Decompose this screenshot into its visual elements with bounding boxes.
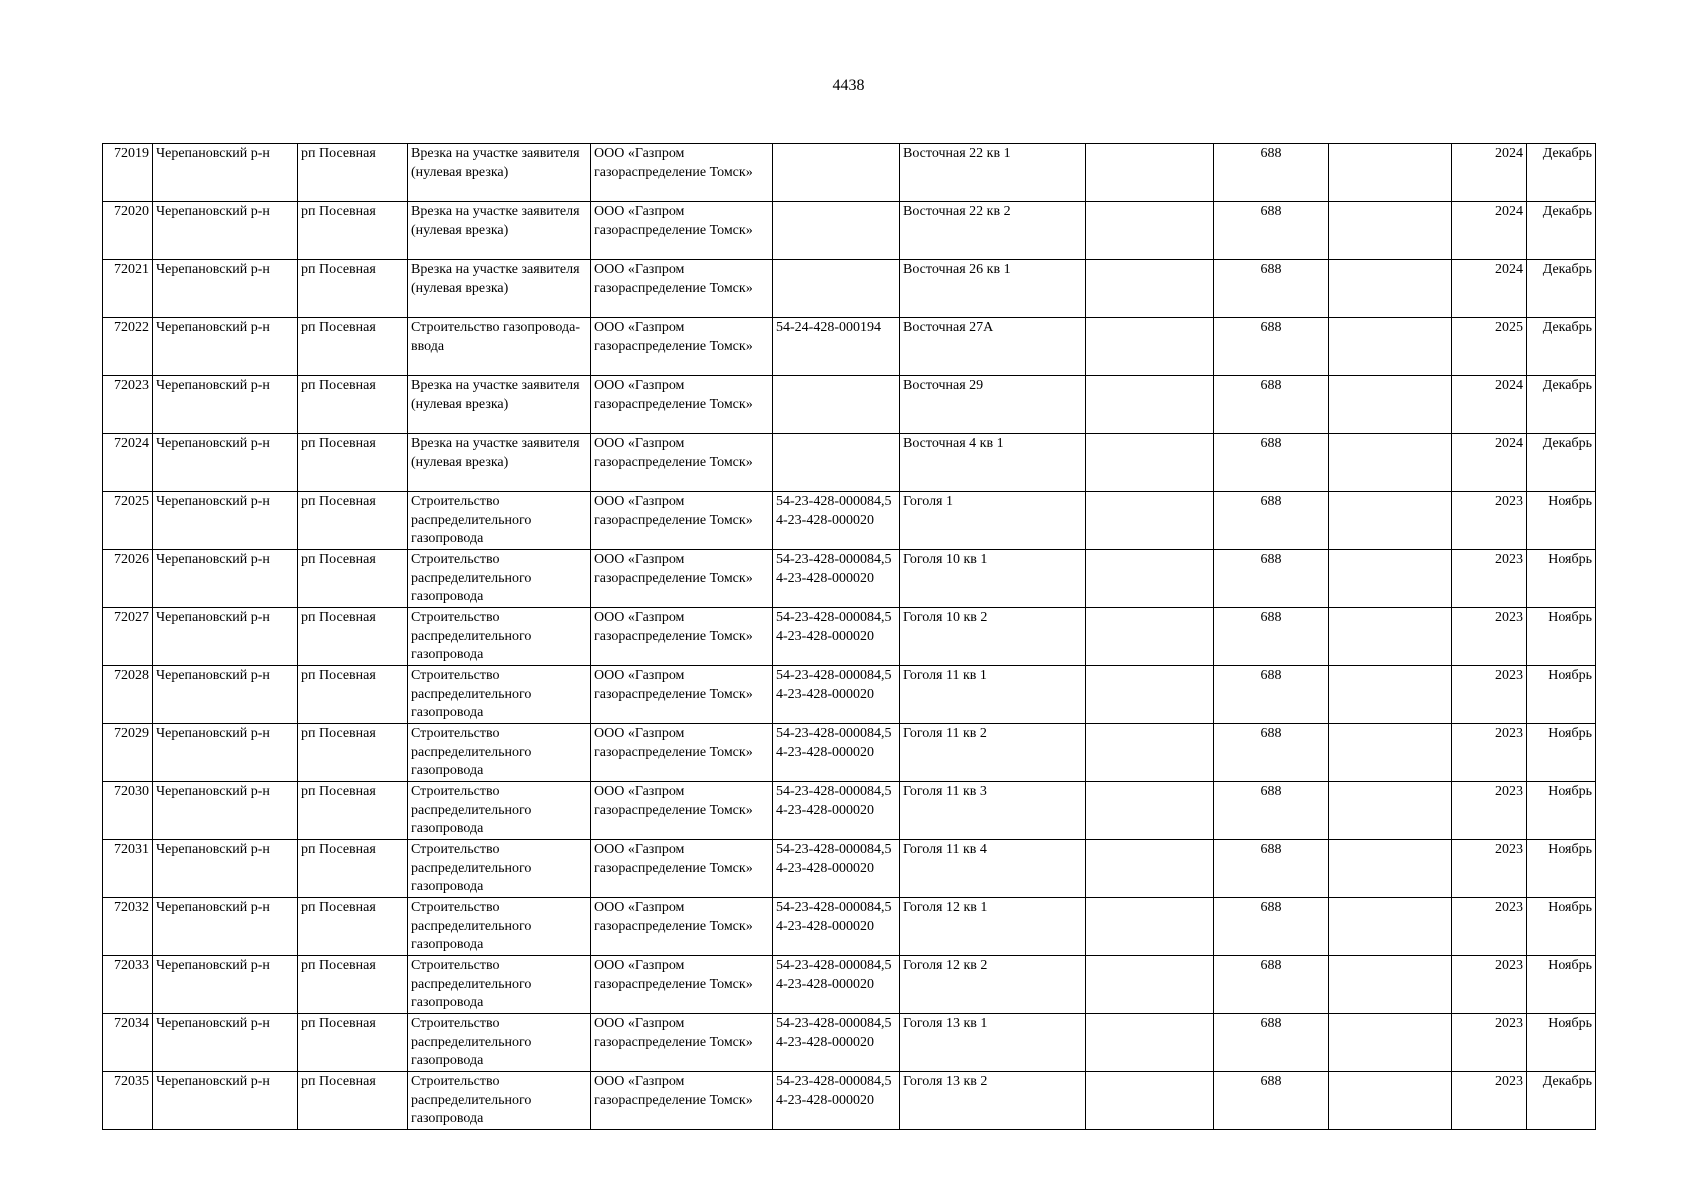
- area-cell: 688: [1214, 550, 1329, 608]
- row-id-cell: 72020: [103, 202, 153, 260]
- row-id-cell: 72028: [103, 666, 153, 724]
- empty-cell: [1086, 144, 1214, 202]
- table-row: [103, 434, 1596, 492]
- area-cell: 688: [1214, 144, 1329, 202]
- year-cell: 2025: [1452, 318, 1527, 376]
- cadastral-number-cell: [773, 144, 900, 202]
- settlement-cell: рп Посевная: [298, 376, 408, 434]
- work-type-cell: Строительство распределительного газопровода: [408, 1072, 591, 1130]
- table-row: [103, 376, 1596, 434]
- empty-cell: [1329, 782, 1452, 840]
- month-cell: Ноябрь: [1527, 608, 1596, 666]
- row-id-cell: 72032: [103, 898, 153, 956]
- table-row: [103, 898, 1596, 956]
- work-type-cell: Врезка на участке заявителя (нулевая врезка): [408, 202, 591, 260]
- year-cell: 2024: [1452, 144, 1527, 202]
- year-cell: 2024: [1452, 376, 1527, 434]
- settlement-cell: рп Посевная: [298, 1072, 408, 1130]
- settlement-cell: рп Посевная: [298, 666, 408, 724]
- area-cell: 688: [1214, 260, 1329, 318]
- empty-cell: [1329, 318, 1452, 376]
- cadastral-number-cell: 54-23-428-000084,54-23-428-000020: [773, 782, 900, 840]
- district-cell: Черепановский р-н: [153, 202, 298, 260]
- address-cell: Гоголя 10 кв 2: [900, 608, 1086, 666]
- row-id-cell: 72023: [103, 376, 153, 434]
- settlement-cell: рп Посевная: [298, 434, 408, 492]
- work-type-cell: Строительство распределительного газопровода: [408, 840, 591, 898]
- settlement-cell: рп Посевная: [298, 318, 408, 376]
- address-cell: Гоголя 12 кв 1: [900, 898, 1086, 956]
- settlement-cell: рп Посевная: [298, 782, 408, 840]
- month-cell: Ноябрь: [1527, 724, 1596, 782]
- year-cell: 2023: [1452, 956, 1527, 1014]
- table-row: [103, 840, 1596, 898]
- row-id-cell: 72030: [103, 782, 153, 840]
- month-cell: Ноябрь: [1527, 492, 1596, 550]
- organization-cell: ООО «Газпром газораспределение Томск»: [591, 144, 773, 202]
- organization-cell: ООО «Газпром газораспределение Томск»: [591, 376, 773, 434]
- area-cell: 688: [1214, 434, 1329, 492]
- district-cell: Черепановский р-н: [153, 260, 298, 318]
- table-row: [103, 550, 1596, 608]
- empty-cell: [1329, 202, 1452, 260]
- address-cell: Гоголя 11 кв 1: [900, 666, 1086, 724]
- area-cell: 688: [1214, 840, 1329, 898]
- row-id-cell: 72035: [103, 1072, 153, 1130]
- empty-cell: [1329, 898, 1452, 956]
- page-number: 4438: [832, 77, 865, 94]
- cadastral-number-cell: 54-24-428-000194: [773, 318, 900, 376]
- table-row: [103, 724, 1596, 782]
- year-cell: 2023: [1452, 1072, 1527, 1130]
- area-cell: 688: [1214, 898, 1329, 956]
- area-cell: 688: [1214, 782, 1329, 840]
- work-type-cell: Строительство распределительного газопровода: [408, 782, 591, 840]
- cadastral-number-cell: [773, 202, 900, 260]
- address-cell: Восточная 27А: [900, 318, 1086, 376]
- district-cell: Черепановский р-н: [153, 1014, 298, 1072]
- empty-cell: [1086, 202, 1214, 260]
- year-cell: 2023: [1452, 782, 1527, 840]
- address-cell: Гоголя 13 кв 1: [900, 1014, 1086, 1072]
- area-cell: 688: [1214, 318, 1329, 376]
- district-cell: Черепановский р-н: [153, 782, 298, 840]
- cadastral-number-cell: 54-23-428-000084,54-23-428-000020: [773, 1072, 900, 1130]
- address-cell: Восточная 22 кв 1: [900, 144, 1086, 202]
- table-row: [103, 666, 1596, 724]
- district-cell: Черепановский р-н: [153, 318, 298, 376]
- organization-cell: ООО «Газпром газораспределение Томск»: [591, 1014, 773, 1072]
- month-cell: Ноябрь: [1527, 550, 1596, 608]
- work-type-cell: Строительство распределительного газопровода: [408, 898, 591, 956]
- address-cell: Восточная 4 кв 1: [900, 434, 1086, 492]
- cadastral-number-cell: [773, 434, 900, 492]
- organization-cell: ООО «Газпром газораспределение Томск»: [591, 724, 773, 782]
- year-cell: 2023: [1452, 898, 1527, 956]
- area-cell: 688: [1214, 666, 1329, 724]
- cadastral-number-cell: 54-23-428-000084,54-23-428-000020: [773, 840, 900, 898]
- cadastral-number-cell: 54-23-428-000084,54-23-428-000020: [773, 492, 900, 550]
- empty-cell: [1086, 492, 1214, 550]
- empty-cell: [1329, 492, 1452, 550]
- organization-cell: ООО «Газпром газораспределение Томск»: [591, 434, 773, 492]
- row-id-cell: 72034: [103, 1014, 153, 1072]
- month-cell: Декабрь: [1527, 202, 1596, 260]
- empty-cell: [1329, 840, 1452, 898]
- empty-cell: [1086, 1014, 1214, 1072]
- organization-cell: ООО «Газпром газораспределение Томск»: [591, 956, 773, 1014]
- empty-cell: [1086, 724, 1214, 782]
- settlement-cell: рп Посевная: [298, 492, 408, 550]
- table-row: [103, 144, 1596, 202]
- year-cell: 2023: [1452, 1014, 1527, 1072]
- cadastral-number-cell: [773, 260, 900, 318]
- empty-cell: [1329, 608, 1452, 666]
- settlement-cell: рп Посевная: [298, 202, 408, 260]
- district-cell: Черепановский р-н: [153, 550, 298, 608]
- row-id-cell: 72029: [103, 724, 153, 782]
- work-type-cell: Строительство распределительного газопровода: [408, 1014, 591, 1072]
- organization-cell: ООО «Газпром газораспределение Томск»: [591, 492, 773, 550]
- work-type-cell: Врезка на участке заявителя (нулевая врезка): [408, 376, 591, 434]
- organization-cell: ООО «Газпром газораспределение Томск»: [591, 840, 773, 898]
- month-cell: Ноябрь: [1527, 782, 1596, 840]
- empty-cell: [1329, 1014, 1452, 1072]
- address-cell: Восточная 29: [900, 376, 1086, 434]
- settlement-cell: рп Посевная: [298, 608, 408, 666]
- empty-cell: [1329, 956, 1452, 1014]
- month-cell: Декабрь: [1527, 434, 1596, 492]
- empty-cell: [1086, 318, 1214, 376]
- district-cell: Черепановский р-н: [153, 666, 298, 724]
- work-type-cell: Строительство распределительного газопровода: [408, 550, 591, 608]
- area-cell: 688: [1214, 608, 1329, 666]
- settlement-cell: рп Посевная: [298, 724, 408, 782]
- area-cell: 688: [1214, 202, 1329, 260]
- work-type-cell: Врезка на участке заявителя (нулевая врезка): [408, 144, 591, 202]
- work-type-cell: Врезка на участке заявителя (нулевая врезка): [408, 434, 591, 492]
- table-row: [103, 1014, 1596, 1072]
- address-cell: Восточная 22 кв 2: [900, 202, 1086, 260]
- row-id-cell: 72021: [103, 260, 153, 318]
- address-cell: Гоголя 11 кв 4: [900, 840, 1086, 898]
- district-cell: Черепановский р-н: [153, 1072, 298, 1130]
- organization-cell: ООО «Газпром газораспределение Томск»: [591, 202, 773, 260]
- area-cell: 688: [1214, 1014, 1329, 1072]
- row-id-cell: 72031: [103, 840, 153, 898]
- table-row: [103, 202, 1596, 260]
- empty-cell: [1329, 1072, 1452, 1130]
- address-cell: Гоголя 11 кв 3: [900, 782, 1086, 840]
- cadastral-number-cell: 54-23-428-000084,54-23-428-000020: [773, 724, 900, 782]
- cadastral-number-cell: 54-23-428-000084,54-23-428-000020: [773, 1014, 900, 1072]
- district-cell: Черепановский р-н: [153, 144, 298, 202]
- cadastral-number-cell: [773, 376, 900, 434]
- empty-cell: [1329, 724, 1452, 782]
- organization-cell: ООО «Газпром газораспределение Томск»: [591, 666, 773, 724]
- row-id-cell: 72022: [103, 318, 153, 376]
- month-cell: Ноябрь: [1527, 840, 1596, 898]
- month-cell: Декабрь: [1527, 144, 1596, 202]
- month-cell: Ноябрь: [1527, 956, 1596, 1014]
- cadastral-number-cell: 54-23-428-000084,54-23-428-000020: [773, 666, 900, 724]
- organization-cell: ООО «Газпром газораспределение Томск»: [591, 550, 773, 608]
- organization-cell: ООО «Газпром газораспределение Томск»: [591, 260, 773, 318]
- district-cell: Черепановский р-н: [153, 492, 298, 550]
- area-cell: 688: [1214, 956, 1329, 1014]
- empty-cell: [1086, 550, 1214, 608]
- organization-cell: ООО «Газпром газораспределение Томск»: [591, 1072, 773, 1130]
- empty-cell: [1086, 840, 1214, 898]
- empty-cell: [1329, 144, 1452, 202]
- organization-cell: ООО «Газпром газораспределение Томск»: [591, 318, 773, 376]
- gas-connection-table: [102, 143, 1596, 1130]
- district-cell: Черепановский р-н: [153, 956, 298, 1014]
- address-cell: Гоголя 11 кв 2: [900, 724, 1086, 782]
- empty-cell: [1086, 376, 1214, 434]
- table-row: [103, 492, 1596, 550]
- empty-cell: [1329, 376, 1452, 434]
- empty-cell: [1086, 260, 1214, 318]
- table-body: [103, 144, 1596, 1130]
- empty-cell: [1329, 260, 1452, 318]
- year-cell: 2024: [1452, 202, 1527, 260]
- empty-cell: [1086, 666, 1214, 724]
- district-cell: Черепановский р-н: [153, 434, 298, 492]
- table-row: [103, 782, 1596, 840]
- empty-cell: [1329, 666, 1452, 724]
- area-cell: 688: [1214, 724, 1329, 782]
- year-cell: 2023: [1452, 666, 1527, 724]
- month-cell: Декабрь: [1527, 260, 1596, 318]
- year-cell: 2023: [1452, 492, 1527, 550]
- table-row: [103, 608, 1596, 666]
- empty-cell: [1329, 550, 1452, 608]
- row-id-cell: 72033: [103, 956, 153, 1014]
- cadastral-number-cell: 54-23-428-000084,54-23-428-000020: [773, 956, 900, 1014]
- table-row: [103, 956, 1596, 1014]
- row-id-cell: 72026: [103, 550, 153, 608]
- empty-cell: [1086, 608, 1214, 666]
- empty-cell: [1086, 434, 1214, 492]
- cadastral-number-cell: 54-23-428-000084,54-23-428-000020: [773, 550, 900, 608]
- month-cell: Декабрь: [1527, 318, 1596, 376]
- work-type-cell: Врезка на участке заявителя (нулевая врезка): [408, 260, 591, 318]
- work-type-cell: Строительство распределительного газопровода: [408, 724, 591, 782]
- month-cell: Декабрь: [1527, 1072, 1596, 1130]
- year-cell: 2023: [1452, 608, 1527, 666]
- settlement-cell: рп Посевная: [298, 1014, 408, 1072]
- settlement-cell: рп Посевная: [298, 550, 408, 608]
- year-cell: 2023: [1452, 840, 1527, 898]
- address-cell: Гоголя 10 кв 1: [900, 550, 1086, 608]
- district-cell: Черепановский р-н: [153, 898, 298, 956]
- empty-cell: [1086, 956, 1214, 1014]
- area-cell: 688: [1214, 1072, 1329, 1130]
- address-cell: Восточная 26 кв 1: [900, 260, 1086, 318]
- row-id-cell: 72019: [103, 144, 153, 202]
- year-cell: 2024: [1452, 260, 1527, 318]
- area-cell: 688: [1214, 492, 1329, 550]
- table-row: [103, 260, 1596, 318]
- month-cell: Декабрь: [1527, 376, 1596, 434]
- table-row: [103, 318, 1596, 376]
- work-type-cell: Строительство распределительного газопровода: [408, 956, 591, 1014]
- empty-cell: [1329, 434, 1452, 492]
- month-cell: Ноябрь: [1527, 1014, 1596, 1072]
- organization-cell: ООО «Газпром газораспределение Томск»: [591, 608, 773, 666]
- month-cell: Ноябрь: [1527, 666, 1596, 724]
- table-row: [103, 1072, 1596, 1130]
- work-type-cell: Строительство распределительного газопровода: [408, 666, 591, 724]
- settlement-cell: рп Посевная: [298, 144, 408, 202]
- organization-cell: ООО «Газпром газораспределение Томск»: [591, 782, 773, 840]
- district-cell: Черепановский р-н: [153, 376, 298, 434]
- work-type-cell: Строительство распределительного газопровода: [408, 608, 591, 666]
- year-cell: 2023: [1452, 550, 1527, 608]
- row-id-cell: 72024: [103, 434, 153, 492]
- address-cell: Гоголя 12 кв 2: [900, 956, 1086, 1014]
- address-cell: Гоголя 13 кв 2: [900, 1072, 1086, 1130]
- empty-cell: [1086, 1072, 1214, 1130]
- empty-cell: [1086, 782, 1214, 840]
- district-cell: Черепановский р-н: [153, 608, 298, 666]
- month-cell: Ноябрь: [1527, 898, 1596, 956]
- district-cell: Черепановский р-н: [153, 840, 298, 898]
- settlement-cell: рп Посевная: [298, 260, 408, 318]
- organization-cell: ООО «Газпром газораспределение Томск»: [591, 898, 773, 956]
- row-id-cell: 72025: [103, 492, 153, 550]
- district-cell: Черепановский р-н: [153, 724, 298, 782]
- cadastral-number-cell: 54-23-428-000084,54-23-428-000020: [773, 608, 900, 666]
- empty-cell: [1086, 898, 1214, 956]
- cadastral-number-cell: 54-23-428-000084,54-23-428-000020: [773, 898, 900, 956]
- work-type-cell: Строительство газопровода-ввода: [408, 318, 591, 376]
- year-cell: 2024: [1452, 434, 1527, 492]
- area-cell: 688: [1214, 376, 1329, 434]
- settlement-cell: рп Посевная: [298, 956, 408, 1014]
- year-cell: 2023: [1452, 724, 1527, 782]
- settlement-cell: рп Посевная: [298, 898, 408, 956]
- row-id-cell: 72027: [103, 608, 153, 666]
- work-type-cell: Строительство распределительного газопровода: [408, 492, 591, 550]
- settlement-cell: рп Посевная: [298, 840, 408, 898]
- address-cell: Гоголя 1: [900, 492, 1086, 550]
